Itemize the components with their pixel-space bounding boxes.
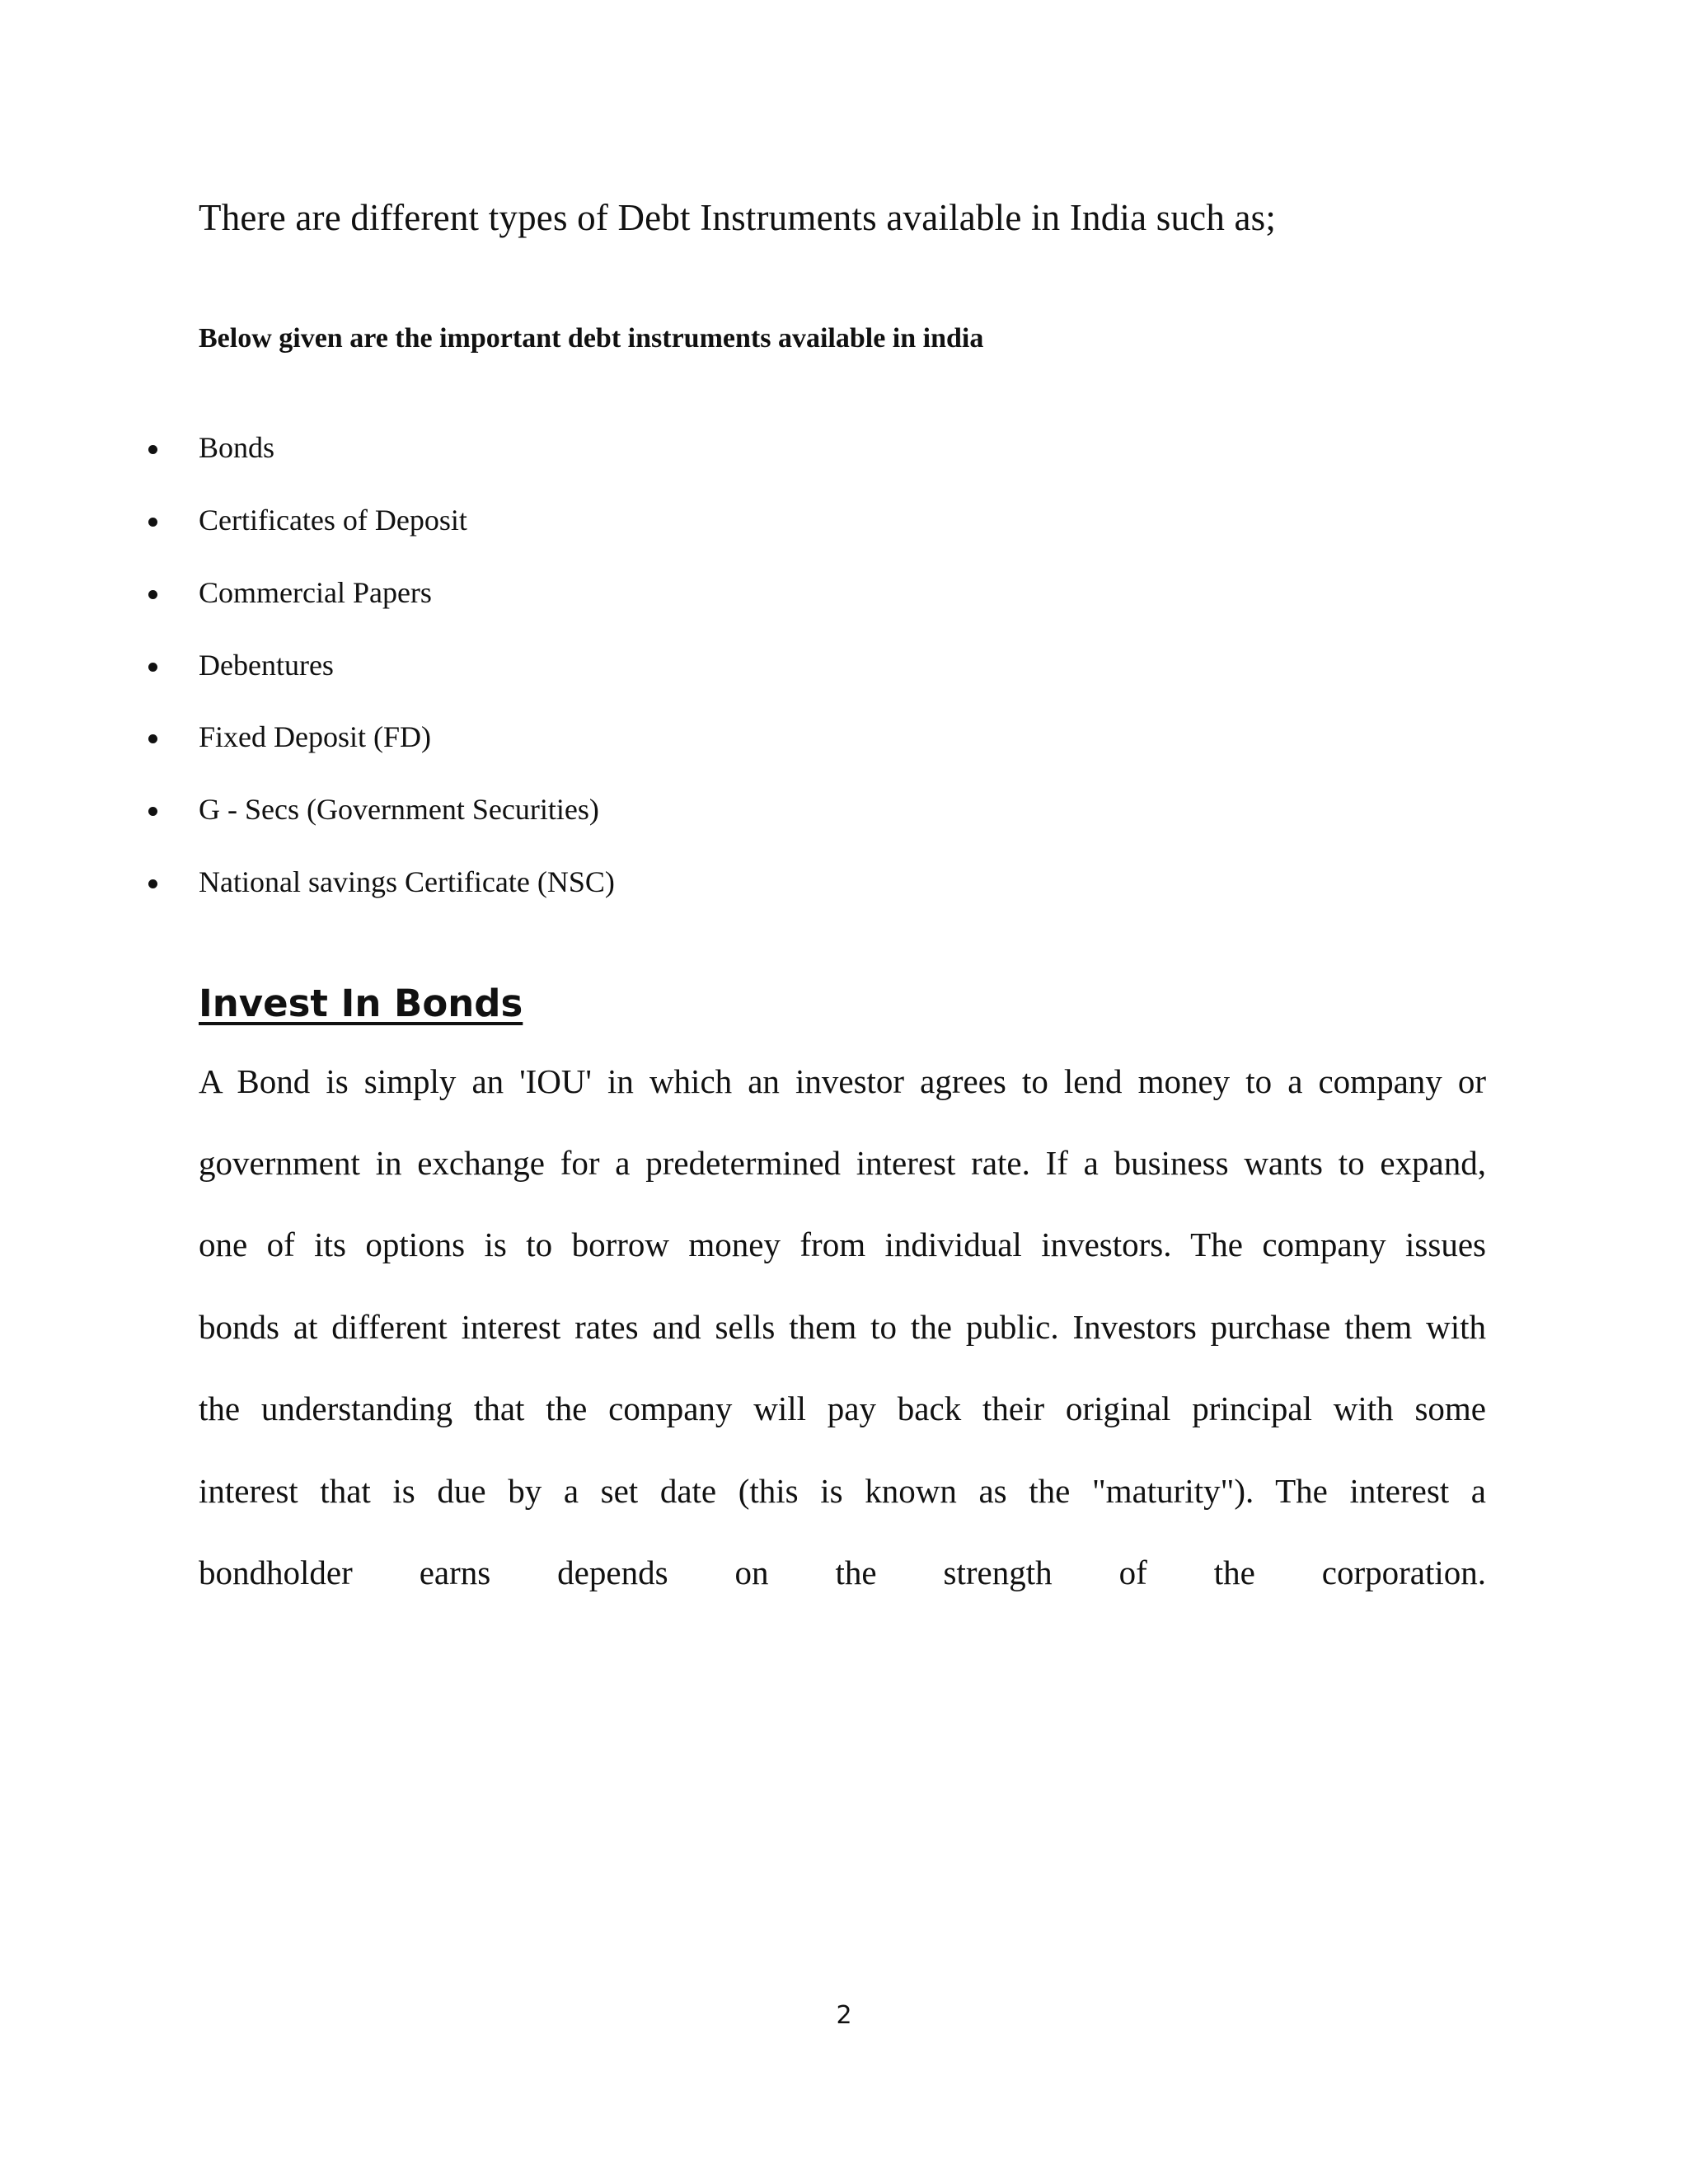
section-heading: Invest In Bonds — [199, 982, 523, 1025]
paragraph-line: the understanding that the company will pay back their original principal with some — [199, 1390, 1486, 1427]
bullet-icon — [148, 879, 157, 888]
list-item-label: Commercial Papers — [199, 576, 432, 609]
list-item-label: Bonds — [199, 431, 275, 464]
list-item-label: Certificates of Deposit — [199, 504, 467, 537]
paragraph-line: government in exchange for a predetermined interest rate. If a business wants to expand, — [199, 1144, 1486, 1182]
bullet-icon — [148, 445, 157, 454]
list-item-label: Debentures — [199, 649, 334, 682]
bullet-icon — [148, 663, 157, 672]
list-item-label: National savings Certificate (NSC) — [199, 865, 615, 898]
paragraph-line: interest that is due by a set date (this is known as the "maturity"). The interest a — [199, 1472, 1486, 1510]
list-item-label: Fixed Deposit (FD) — [199, 720, 431, 753]
paragraph-line: bonds at different interest rates and sells them to the public. Investors purchase them with — [199, 1308, 1486, 1346]
page-number: 2 — [836, 2001, 852, 2030]
bullet-icon — [148, 734, 157, 743]
bullet-icon — [148, 807, 157, 816]
bullet-icon — [148, 590, 157, 599]
paragraph-line: bondholder earns depends on the strength of the corporation. — [199, 1554, 1486, 1591]
instruments-subheading: Below given are the important debt instruments available in india — [199, 323, 984, 354]
paragraph-line: A Bond is simply an 'IOU' in which an investor agrees to lend money to a company or — [199, 1062, 1486, 1100]
bullet-icon — [148, 518, 157, 527]
intro-line: There are different types of Debt Instruments available in India such as; — [199, 197, 1277, 238]
list-item-label: G - Secs (Government Securities) — [199, 793, 599, 826]
paragraph-line: one of its options is to borrow money from individual investors. The company issues — [199, 1226, 1486, 1263]
